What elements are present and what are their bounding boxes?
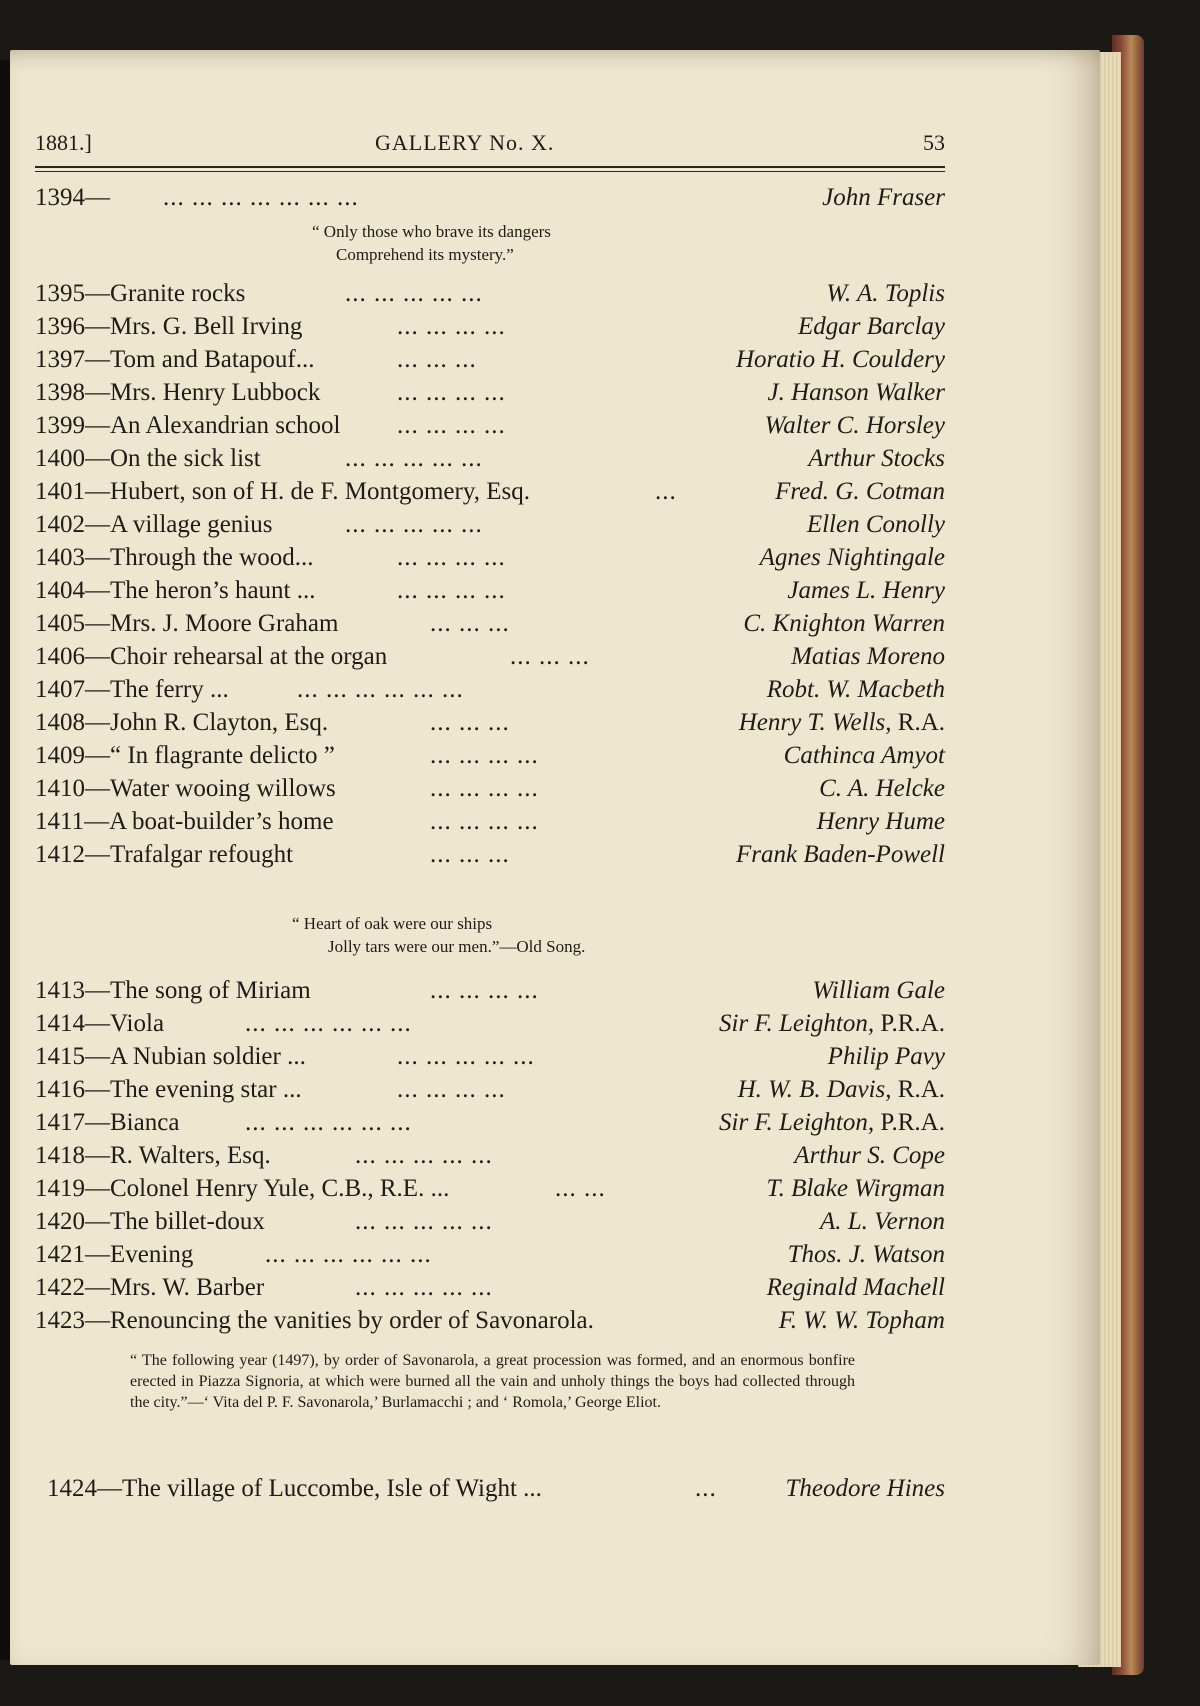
leader-dots: ... ... ... ... ... bbox=[355, 1274, 493, 1301]
entry-artist: Sir F. Leighton, P.R.A. bbox=[719, 1109, 945, 1136]
running-header bbox=[35, 130, 945, 166]
leader-dots: ... ... ... ... bbox=[397, 577, 506, 604]
quote-line: “ Heart of oak were our ships bbox=[292, 914, 493, 933]
entry-artist: Philip Pavy bbox=[827, 1043, 945, 1070]
entry-artist: Robt. W. Macbeth bbox=[766, 676, 945, 703]
leader-dots: ... ... ... ... bbox=[430, 742, 539, 769]
entry-title: 1412—Trafalgar refought bbox=[35, 841, 294, 868]
entry-title: 1411—A boat-builder’s home bbox=[35, 808, 334, 835]
entry-artist: J. Hanson Walker bbox=[767, 379, 945, 406]
entry-artist: Reginald Machell bbox=[766, 1274, 945, 1301]
quote-line: “ Only those who brave its dangers bbox=[312, 222, 551, 241]
entry-artist: William Gale bbox=[812, 977, 945, 1004]
entry-artist: Ellen Conolly bbox=[806, 511, 945, 538]
leader-dots: ... ... ... bbox=[430, 841, 510, 868]
entry-title: 1405—Mrs. J. Moore Graham bbox=[35, 610, 339, 637]
catalogue-entry bbox=[35, 544, 945, 576]
leader-dots: ... ... ... ... bbox=[430, 775, 539, 802]
leader-dots: ... ... ... ... ... ... bbox=[245, 1010, 412, 1037]
entry-artist: T. Blake Wirgman bbox=[766, 1175, 945, 1202]
entry-artist: Agnes Nightingale bbox=[759, 544, 945, 571]
leader-dots: ... ... ... ... ... bbox=[345, 511, 483, 538]
leader-dots: ... ... ... ... ... bbox=[355, 1142, 493, 1169]
entry-title: 1395—Granite rocks bbox=[35, 280, 246, 307]
catalogue-entry bbox=[35, 775, 945, 807]
catalogue-entry bbox=[35, 1241, 945, 1273]
catalogue-entry bbox=[35, 1208, 945, 1240]
catalogue-entry bbox=[35, 709, 945, 741]
entry-artist: James L. Henry bbox=[787, 577, 945, 604]
leader-dots: ... ... ... ... ... ... ... bbox=[163, 184, 359, 211]
entry-artist: Horatio H. Couldery bbox=[735, 346, 945, 373]
catalogue-entry bbox=[35, 808, 945, 840]
leader-dots: ... ... ... ... bbox=[430, 808, 539, 835]
catalogue-entry bbox=[35, 1142, 945, 1174]
quote-1412 bbox=[292, 912, 585, 958]
entry-artist: Matias Moreno bbox=[791, 643, 945, 670]
leader-dots: ... ... ... ... bbox=[397, 379, 506, 406]
leader-dots: ... ... ... bbox=[510, 643, 590, 670]
leader-dots: ... ... ... ... ... bbox=[345, 280, 483, 307]
entry-artist: Edgar Barclay bbox=[798, 313, 945, 340]
entry-title: 1414—Viola bbox=[35, 1010, 165, 1037]
entry-artist: Arthur S. Cope bbox=[794, 1142, 945, 1169]
entry-artist: C. Knighton Warren bbox=[743, 610, 945, 637]
catalogue-entry bbox=[35, 511, 945, 543]
entry-artist: John Fraser bbox=[822, 184, 945, 211]
entry-title: 1424—The village of Luccombe, Isle of Wight ... bbox=[47, 1475, 542, 1502]
catalogue-entry bbox=[35, 1043, 945, 1075]
catalogue-entry bbox=[35, 643, 945, 675]
leader-dots: ... ... ... ... ... ... bbox=[297, 676, 464, 703]
catalogue-entry bbox=[47, 1475, 945, 1507]
leader-dots: ... bbox=[695, 1475, 717, 1502]
entry-artist: W. A. Toplis bbox=[826, 280, 945, 307]
entry-title: 1418—R. Walters, Esq. bbox=[35, 1142, 271, 1169]
leader-dots: ... ... ... bbox=[430, 709, 510, 736]
catalogue-entry bbox=[35, 1175, 945, 1207]
entry-artist: F. W. W. Topham bbox=[778, 1307, 945, 1334]
entry-title: 1401—Hubert, son of H. de F. Montgomery, Esq. bbox=[35, 478, 530, 505]
quote-line: Jolly tars were our men.”—Old Song. bbox=[328, 937, 586, 956]
catalogue-entry bbox=[35, 313, 945, 345]
entry-title: 1398—Mrs. Henry Lubbock bbox=[35, 379, 321, 406]
leader-dots: ... ... ... ... ... bbox=[397, 1043, 535, 1070]
entry-title: 1394— bbox=[35, 184, 110, 211]
catalogue-entry bbox=[35, 742, 945, 774]
entry-artist: Cathinca Amyot bbox=[783, 742, 945, 769]
leader-dots: ... ... ... bbox=[397, 346, 477, 373]
entry-title: 1410—Water wooing willows bbox=[35, 775, 336, 802]
entry-title: 1396—Mrs. G. Bell Irving bbox=[35, 313, 303, 340]
catalogue-entry bbox=[35, 412, 945, 444]
catalogue-entry bbox=[35, 977, 945, 1009]
entry-artist: Thos. J. Watson bbox=[787, 1241, 945, 1268]
entry-title: 1408—John R. Clayton, Esq. bbox=[35, 709, 329, 736]
entry-artist: Walter C. Horsley bbox=[764, 412, 945, 439]
header-title: GALLERY No. X. bbox=[375, 130, 555, 155]
entry-artist: C. A. Helcke bbox=[819, 775, 945, 802]
entry-title: 1415—A Nubian soldier ... bbox=[35, 1043, 306, 1070]
entry-title: 1402—A village genius bbox=[35, 511, 273, 538]
entry-title: 1404—The heron’s haunt ... bbox=[35, 577, 316, 604]
page-number: 53 bbox=[923, 130, 945, 155]
catalogue-entry bbox=[35, 1307, 945, 1339]
leader-dots: ... ... ... ... bbox=[397, 544, 506, 571]
entry-artist: Henry Hume bbox=[816, 808, 945, 835]
header-year: 1881.] bbox=[35, 130, 92, 155]
leader-dots: ... ... bbox=[555, 1175, 606, 1202]
catalogue-entry bbox=[35, 676, 945, 708]
leader-dots: ... ... ... ... ... ... bbox=[265, 1241, 432, 1268]
catalogue-entry bbox=[35, 184, 945, 216]
leader-dots: ... bbox=[655, 478, 677, 505]
catalogue-entry bbox=[35, 1076, 945, 1108]
catalogue-entry bbox=[35, 1274, 945, 1306]
catalogue-entry bbox=[35, 478, 945, 510]
entry-title: 1409—“ In flagrante delicto ” bbox=[35, 742, 335, 769]
entry-artist: A. L. Vernon bbox=[820, 1208, 945, 1235]
entry-title: 1423—Renouncing the vanities by order of Savonarola. bbox=[35, 1307, 594, 1334]
entry-title: 1417—Bianca bbox=[35, 1109, 180, 1136]
entry-title: 1403—Through the wood... bbox=[35, 544, 314, 571]
entry-artist: Sir F. Leighton, P.R.A. bbox=[719, 1010, 945, 1037]
entry-artist: Henry T. Wells, R.A. bbox=[738, 709, 945, 736]
header-rule-thin bbox=[35, 171, 945, 172]
entry-title: 1400—On the sick list bbox=[35, 445, 261, 472]
leader-dots: ... ... ... ... bbox=[397, 412, 506, 439]
quote-1394 bbox=[312, 220, 551, 266]
entry-title: 1422—Mrs. W. Barber bbox=[35, 1274, 265, 1301]
entry-artist: H. W. B. Davis, R.A. bbox=[737, 1076, 945, 1103]
entry-title: 1413—The song of Miriam bbox=[35, 977, 311, 1004]
leader-dots: ... ... ... ... bbox=[397, 313, 506, 340]
catalogue-entry bbox=[35, 1010, 945, 1042]
entry-title: 1399—An Alexandrian school bbox=[35, 412, 341, 439]
note-1423: “ The following year (1497), by order of Savonarola, a great procession was formed, and an enormous bonfire erected in Piazza Signoria, at which were burned all the vain and unholy things the boys had collected through the city.”—‘ Vita del P. F. Savonarola,’ Burlamacchi ; and ‘ Romola,’ George Eliot. bbox=[130, 1352, 855, 1411]
leader-dots: ... ... ... bbox=[430, 610, 510, 637]
catalogue-entry bbox=[35, 445, 945, 477]
leader-dots: ... ... ... ... ... ... bbox=[245, 1109, 412, 1136]
entry-title: 1407—The ferry ... bbox=[35, 676, 229, 703]
entry-artist: Fred. G. Cotman bbox=[775, 478, 945, 505]
entry-title: 1420—The billet-doux bbox=[35, 1208, 265, 1235]
entry-artist: Arthur Stocks bbox=[808, 445, 945, 472]
header-rule bbox=[35, 166, 945, 168]
leader-dots: ... ... ... ... bbox=[430, 977, 539, 1004]
catalogue-entry bbox=[35, 280, 945, 312]
catalogue-entry bbox=[35, 577, 945, 609]
leader-dots: ... ... ... ... ... bbox=[355, 1208, 493, 1235]
catalogue-entry bbox=[35, 1109, 945, 1141]
entry-artist: Frank Baden-Powell bbox=[736, 841, 945, 868]
entry-artist: Theodore Hines bbox=[785, 1475, 945, 1502]
catalogue-entry bbox=[35, 610, 945, 642]
catalogue-entry bbox=[35, 379, 945, 411]
entry-title: 1419—Colonel Henry Yule, C.B., R.E. ... bbox=[35, 1175, 450, 1202]
quote-line: Comprehend its mystery.” bbox=[336, 245, 514, 264]
entry-title: 1397—Tom and Batapouf... bbox=[35, 346, 315, 373]
entry-title: 1416—The evening star ... bbox=[35, 1076, 302, 1103]
catalogue-entry bbox=[35, 841, 945, 873]
leader-dots: ... ... ... ... bbox=[397, 1076, 506, 1103]
entry-title: 1406—Choir rehearsal at the organ bbox=[35, 643, 388, 670]
leader-dots: ... ... ... ... ... bbox=[345, 445, 483, 472]
entry-title: 1421—Evening bbox=[35, 1241, 194, 1268]
catalogue-entry bbox=[35, 346, 945, 378]
